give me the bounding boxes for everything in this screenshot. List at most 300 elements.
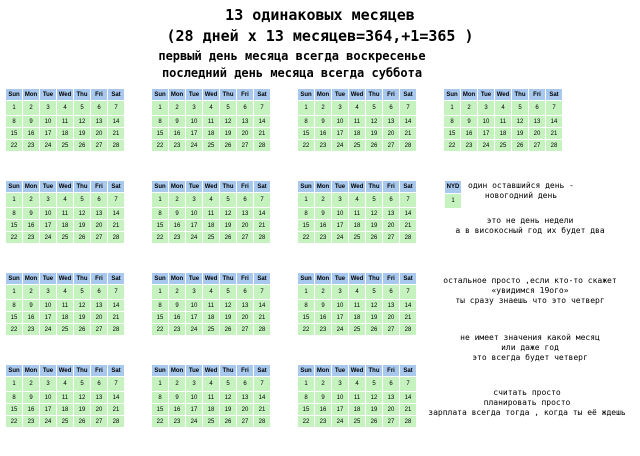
day-cell: 27 bbox=[91, 324, 108, 336]
week-row bbox=[6, 193, 125, 208]
note-line: остальное просто ,если кто-то скажет bbox=[443, 276, 617, 285]
day-cell: 18 bbox=[349, 312, 366, 324]
day-cell: 27 bbox=[237, 140, 254, 152]
month-calendar-6 bbox=[151, 180, 271, 244]
day-cell: 25 bbox=[203, 416, 220, 428]
day-cell: 12 bbox=[220, 392, 237, 404]
day-cell: 7 bbox=[254, 101, 271, 116]
weekday-header: Sat bbox=[108, 181, 125, 193]
month-calendar-13 bbox=[297, 364, 417, 428]
day-cell: 1 bbox=[6, 285, 23, 300]
day-cell: 21 bbox=[254, 220, 271, 232]
day-cell: 2 bbox=[169, 193, 186, 208]
day-cell: 12 bbox=[220, 208, 237, 220]
day-cell: 27 bbox=[383, 324, 400, 336]
day-cell: 14 bbox=[108, 116, 125, 128]
day-cell: 14 bbox=[254, 392, 271, 404]
weekday-header: Tue bbox=[332, 365, 349, 377]
weekday-header: Tue bbox=[186, 89, 203, 101]
day-cell: 11 bbox=[203, 116, 220, 128]
day-cell: 13 bbox=[383, 208, 400, 220]
week-row bbox=[298, 208, 417, 220]
weekday-header: Fri bbox=[237, 273, 254, 285]
day-cell: 13 bbox=[383, 300, 400, 312]
day-cell: 27 bbox=[237, 324, 254, 336]
day-cell: 10 bbox=[186, 208, 203, 220]
day-cell: 12 bbox=[366, 392, 383, 404]
day-cell: 4 bbox=[57, 101, 74, 116]
day-cell: 6 bbox=[91, 193, 108, 208]
day-cell: 27 bbox=[237, 416, 254, 428]
day-cell: 20 bbox=[383, 128, 400, 140]
day-cell: 19 bbox=[366, 128, 383, 140]
day-cell: 10 bbox=[332, 208, 349, 220]
day-cell: 2 bbox=[169, 101, 186, 116]
day-cell: 9 bbox=[315, 208, 332, 220]
day-cell: 16 bbox=[315, 128, 332, 140]
day-cell: 18 bbox=[349, 220, 366, 232]
day-cell: 21 bbox=[400, 220, 417, 232]
note-easy-planning bbox=[422, 388, 632, 418]
day-cell: 13 bbox=[237, 392, 254, 404]
day-cell: 4 bbox=[203, 193, 220, 208]
day-cell: 17 bbox=[332, 312, 349, 324]
day-cell: 19 bbox=[74, 128, 91, 140]
day-cell: 6 bbox=[529, 101, 546, 116]
weekday-header: Tue bbox=[332, 273, 349, 285]
day-cell: 18 bbox=[349, 404, 366, 416]
weekday-header: Sun bbox=[152, 89, 169, 101]
day-cell: 1 bbox=[298, 193, 315, 208]
weekday-header: Sun bbox=[152, 365, 169, 377]
weekday-header: Sat bbox=[108, 365, 125, 377]
weekday-header: Fri bbox=[91, 273, 108, 285]
day-cell: 26 bbox=[74, 232, 91, 244]
day-cell: 28 bbox=[400, 140, 417, 152]
note-line: или даже год bbox=[501, 343, 559, 352]
day-cell: 20 bbox=[91, 128, 108, 140]
week-row bbox=[298, 128, 417, 140]
day-cell: 21 bbox=[108, 312, 125, 324]
day-cell: 26 bbox=[366, 416, 383, 428]
day-cell: 21 bbox=[254, 404, 271, 416]
weekday-header: Thu bbox=[74, 273, 91, 285]
day-cell: 9 bbox=[169, 116, 186, 128]
note-line: ты сразу знаешь что это четверг bbox=[455, 296, 605, 305]
day-cell: 27 bbox=[237, 232, 254, 244]
day-cell: 9 bbox=[169, 208, 186, 220]
day-cell: 7 bbox=[108, 285, 125, 300]
week-row bbox=[444, 101, 563, 116]
day-cell: 26 bbox=[74, 140, 91, 152]
day-cell: 11 bbox=[203, 392, 220, 404]
note-line: считать просто bbox=[493, 388, 561, 397]
day-cell: 19 bbox=[220, 128, 237, 140]
day-cell: 18 bbox=[57, 220, 74, 232]
day-cell: 15 bbox=[298, 312, 315, 324]
day-cell: 7 bbox=[108, 377, 125, 392]
day-cell: 22 bbox=[298, 324, 315, 336]
day-cell: 10 bbox=[332, 392, 349, 404]
week-row bbox=[6, 324, 125, 336]
day-cell: 20 bbox=[237, 128, 254, 140]
weekday-header: Mon bbox=[169, 181, 186, 193]
week-row bbox=[152, 140, 271, 152]
week-row bbox=[298, 300, 417, 312]
day-cell: 26 bbox=[220, 324, 237, 336]
month-calendar-3 bbox=[297, 88, 417, 152]
day-cell: 21 bbox=[400, 312, 417, 324]
weekday-header: Tue bbox=[186, 181, 203, 193]
note-line: «увидимся 19ого» bbox=[491, 286, 569, 295]
week-row bbox=[298, 324, 417, 336]
weekday-header: Wed bbox=[57, 181, 74, 193]
day-cell: 17 bbox=[40, 128, 57, 140]
day-cell: 21 bbox=[108, 220, 125, 232]
day-cell: 20 bbox=[383, 404, 400, 416]
day-cell: 27 bbox=[91, 232, 108, 244]
day-cell: 10 bbox=[332, 116, 349, 128]
weekday-header: Sat bbox=[108, 89, 125, 101]
day-cell: 19 bbox=[74, 404, 91, 416]
day-cell: 18 bbox=[203, 128, 220, 140]
day-cell: 12 bbox=[512, 116, 529, 128]
weekday-header: Wed bbox=[349, 181, 366, 193]
day-cell: 23 bbox=[315, 324, 332, 336]
weekday-header: Sat bbox=[254, 273, 271, 285]
day-cell: 7 bbox=[546, 101, 563, 116]
day-cell: 21 bbox=[400, 404, 417, 416]
day-cell: 24 bbox=[332, 416, 349, 428]
day-cell: 6 bbox=[383, 377, 400, 392]
day-cell: 1 bbox=[298, 377, 315, 392]
weekday-header: Sat bbox=[400, 273, 417, 285]
day-cell: 5 bbox=[74, 285, 91, 300]
weekday-header: Sun bbox=[6, 181, 23, 193]
day-cell: 4 bbox=[203, 377, 220, 392]
day-cell: 24 bbox=[40, 140, 57, 152]
day-cell: 1 bbox=[152, 101, 169, 116]
weekday-header: Thu bbox=[220, 365, 237, 377]
week-row bbox=[152, 116, 271, 128]
day-cell: 4 bbox=[349, 285, 366, 300]
nyd-calendar bbox=[444, 180, 462, 209]
day-cell: 4 bbox=[349, 193, 366, 208]
day-cell: 8 bbox=[152, 300, 169, 312]
week-row bbox=[6, 416, 125, 428]
weekday-header: Thu bbox=[74, 365, 91, 377]
day-cell: 15 bbox=[298, 128, 315, 140]
day-cell: 2 bbox=[315, 101, 332, 116]
weekday-header: Fri bbox=[237, 365, 254, 377]
day-cell: 4 bbox=[495, 101, 512, 116]
weekday-header: Wed bbox=[203, 181, 220, 193]
week-row bbox=[6, 392, 125, 404]
day-cell: 6 bbox=[237, 101, 254, 116]
day-cell: 19 bbox=[512, 128, 529, 140]
day-cell: 20 bbox=[91, 312, 108, 324]
day-cell: 1 bbox=[444, 101, 461, 116]
day-cell: 17 bbox=[332, 220, 349, 232]
weekday-header: Mon bbox=[23, 89, 40, 101]
weekday-header: Fri bbox=[237, 89, 254, 101]
weekday-header: Sat bbox=[254, 89, 271, 101]
day-cell: 10 bbox=[186, 116, 203, 128]
day-cell: 24 bbox=[186, 416, 203, 428]
day-cell: 5 bbox=[220, 101, 237, 116]
weekday-header: Tue bbox=[186, 273, 203, 285]
weekday-header: Mon bbox=[169, 365, 186, 377]
day-cell: 13 bbox=[91, 208, 108, 220]
day-cell: 22 bbox=[152, 232, 169, 244]
day-cell: 10 bbox=[478, 116, 495, 128]
day-cell: 23 bbox=[23, 140, 40, 152]
day-cell: 16 bbox=[315, 312, 332, 324]
day-cell: 24 bbox=[40, 324, 57, 336]
day-cell: 25 bbox=[349, 232, 366, 244]
day-cell: 27 bbox=[383, 416, 400, 428]
day-cell: 17 bbox=[186, 312, 203, 324]
day-cell: 26 bbox=[512, 140, 529, 152]
day-cell: 26 bbox=[220, 232, 237, 244]
weekday-header: Sat bbox=[546, 89, 563, 101]
weekday-header: Tue bbox=[332, 181, 349, 193]
day-cell: 16 bbox=[23, 128, 40, 140]
weekday-header: Sun bbox=[152, 181, 169, 193]
week-row bbox=[6, 300, 125, 312]
day-cell: 7 bbox=[400, 193, 417, 208]
day-cell: 23 bbox=[23, 232, 40, 244]
day-cell: 22 bbox=[444, 140, 461, 152]
day-cell: 25 bbox=[57, 140, 74, 152]
weekday-header: Sun bbox=[6, 89, 23, 101]
week-row bbox=[298, 285, 417, 300]
day-cell: 7 bbox=[254, 193, 271, 208]
day-cell: 25 bbox=[203, 140, 220, 152]
day-cell: 23 bbox=[169, 140, 186, 152]
day-cell: 7 bbox=[108, 101, 125, 116]
note-one-day bbox=[466, 181, 576, 201]
day-cell: 8 bbox=[298, 116, 315, 128]
note-line: а в високосный год их будет два bbox=[455, 226, 605, 235]
day-cell: 1 bbox=[298, 285, 315, 300]
day-cell: 24 bbox=[186, 232, 203, 244]
day-cell: 11 bbox=[495, 116, 512, 128]
week-row bbox=[152, 128, 271, 140]
day-cell: 16 bbox=[169, 404, 186, 416]
weekday-header: Sat bbox=[400, 365, 417, 377]
day-cell: 28 bbox=[108, 416, 125, 428]
day-cell: 11 bbox=[57, 116, 74, 128]
month-calendar-9 bbox=[151, 272, 271, 336]
day-cell: 10 bbox=[332, 300, 349, 312]
day-cell: 22 bbox=[6, 416, 23, 428]
day-cell: 7 bbox=[400, 377, 417, 392]
title-line-1: 13 одинаковых месяцев bbox=[225, 6, 415, 24]
week-row bbox=[298, 193, 417, 208]
day-cell: 20 bbox=[529, 128, 546, 140]
day-cell: 5 bbox=[366, 193, 383, 208]
day-cell: 12 bbox=[74, 208, 91, 220]
day-cell: 11 bbox=[349, 300, 366, 312]
day-cell: 8 bbox=[6, 392, 23, 404]
day-cell: 24 bbox=[332, 232, 349, 244]
day-cell: 4 bbox=[349, 101, 366, 116]
day-cell: 28 bbox=[254, 140, 271, 152]
day-cell: 3 bbox=[478, 101, 495, 116]
day-cell: 15 bbox=[6, 128, 23, 140]
note-line: планировать просто bbox=[483, 398, 571, 407]
day-cell: 11 bbox=[349, 392, 366, 404]
day-cell: 21 bbox=[400, 128, 417, 140]
day-cell: 3 bbox=[40, 377, 57, 392]
weekday-header: Tue bbox=[40, 365, 57, 377]
weekday-header: Wed bbox=[495, 89, 512, 101]
day-cell: 20 bbox=[237, 312, 254, 324]
day-cell: 17 bbox=[40, 220, 57, 232]
day-cell: 20 bbox=[383, 220, 400, 232]
day-cell: 15 bbox=[152, 220, 169, 232]
day-cell: 24 bbox=[478, 140, 495, 152]
day-cell: 12 bbox=[220, 300, 237, 312]
weekday-header: Thu bbox=[74, 181, 91, 193]
day-cell: 25 bbox=[57, 232, 74, 244]
weekday-header: Sat bbox=[254, 181, 271, 193]
day-cell: 15 bbox=[298, 404, 315, 416]
weekday-header: Sun bbox=[6, 273, 23, 285]
day-cell: 1 bbox=[6, 193, 23, 208]
day-cell: 25 bbox=[349, 324, 366, 336]
day-cell: 24 bbox=[332, 324, 349, 336]
day-cell: 9 bbox=[23, 116, 40, 128]
weekday-header: Mon bbox=[315, 365, 332, 377]
weekday-header: Fri bbox=[383, 89, 400, 101]
weekday-header: Mon bbox=[23, 365, 40, 377]
day-cell: 13 bbox=[91, 392, 108, 404]
day-cell: 9 bbox=[169, 300, 186, 312]
note-line: зарплата всегда тогда , когда ты её ждешь bbox=[428, 408, 626, 417]
day-cell: 5 bbox=[220, 377, 237, 392]
day-cell: 27 bbox=[383, 140, 400, 152]
day-cell: 19 bbox=[74, 312, 91, 324]
day-cell: 7 bbox=[108, 193, 125, 208]
month-calendar-4 bbox=[443, 88, 563, 152]
week-row bbox=[444, 116, 563, 128]
day-cell: 13 bbox=[237, 208, 254, 220]
weekday-header: Thu bbox=[220, 181, 237, 193]
day-cell: 22 bbox=[152, 324, 169, 336]
day-cell: 6 bbox=[237, 285, 254, 300]
week-row bbox=[6, 140, 125, 152]
week-row bbox=[298, 140, 417, 152]
weekday-header: Wed bbox=[57, 89, 74, 101]
day-cell: 26 bbox=[220, 416, 237, 428]
week-row bbox=[152, 232, 271, 244]
weekday-header: Thu bbox=[74, 89, 91, 101]
day-cell: 14 bbox=[108, 392, 125, 404]
day-cell: 20 bbox=[91, 404, 108, 416]
week-row bbox=[6, 208, 125, 220]
day-cell: 5 bbox=[74, 101, 91, 116]
note-line: не имеет значения какой месяц bbox=[460, 333, 600, 342]
day-cell: 26 bbox=[74, 324, 91, 336]
weekday-header: Fri bbox=[529, 89, 546, 101]
day-cell: 11 bbox=[57, 392, 74, 404]
month-calendar-7 bbox=[297, 180, 417, 244]
weekday-header: Thu bbox=[366, 273, 383, 285]
month-calendar-11 bbox=[5, 364, 125, 428]
weekday-header: Fri bbox=[91, 365, 108, 377]
day-cell: 23 bbox=[169, 324, 186, 336]
day-cell: 19 bbox=[366, 312, 383, 324]
day-cell: 22 bbox=[298, 232, 315, 244]
day-cell: 21 bbox=[254, 128, 271, 140]
day-cell: 12 bbox=[366, 208, 383, 220]
day-cell: 19 bbox=[74, 220, 91, 232]
day-cell: 27 bbox=[91, 416, 108, 428]
day-cell: 28 bbox=[254, 416, 271, 428]
day-cell: 16 bbox=[23, 220, 40, 232]
title-line-3: первый день месяца всегда воскресенье bbox=[158, 49, 426, 63]
week-row bbox=[152, 392, 271, 404]
day-cell: 13 bbox=[91, 116, 108, 128]
day-cell: 12 bbox=[74, 116, 91, 128]
day-cell: 9 bbox=[315, 392, 332, 404]
day-cell: 26 bbox=[220, 140, 237, 152]
day-cell: 25 bbox=[349, 416, 366, 428]
day-cell: 1 bbox=[152, 285, 169, 300]
weekday-header: Sun bbox=[6, 365, 23, 377]
day-cell: 5 bbox=[366, 285, 383, 300]
day-cell: 23 bbox=[315, 232, 332, 244]
day-cell: 5 bbox=[366, 101, 383, 116]
day-cell: 8 bbox=[298, 208, 315, 220]
day-cell: 28 bbox=[400, 232, 417, 244]
weekday-header: Sat bbox=[400, 181, 417, 193]
week-row bbox=[298, 377, 417, 392]
day-cell: 12 bbox=[74, 392, 91, 404]
day-cell: 22 bbox=[298, 140, 315, 152]
note-any-month bbox=[430, 333, 630, 363]
day-cell: 5 bbox=[74, 377, 91, 392]
weekday-header: Sat bbox=[400, 89, 417, 101]
nyd-day: 1 bbox=[445, 194, 462, 209]
weekday-header: Thu bbox=[512, 89, 529, 101]
note-line: это всегда будет четверг bbox=[472, 353, 588, 362]
day-cell: 9 bbox=[23, 392, 40, 404]
day-cell: 8 bbox=[152, 116, 169, 128]
weekday-header: Mon bbox=[315, 89, 332, 101]
weekday-header: Wed bbox=[349, 365, 366, 377]
nyd-header: NYD bbox=[445, 181, 462, 194]
day-cell: 11 bbox=[349, 116, 366, 128]
weekday-header: Thu bbox=[366, 181, 383, 193]
day-cell: 8 bbox=[444, 116, 461, 128]
day-cell: 1 bbox=[298, 101, 315, 116]
day-cell: 28 bbox=[254, 232, 271, 244]
day-cell: 14 bbox=[254, 208, 271, 220]
weekday-header: Fri bbox=[91, 89, 108, 101]
day-cell: 23 bbox=[315, 140, 332, 152]
day-cell: 27 bbox=[383, 232, 400, 244]
weekday-header: Sat bbox=[108, 273, 125, 285]
day-cell: 22 bbox=[152, 140, 169, 152]
day-cell: 23 bbox=[23, 416, 40, 428]
day-cell: 7 bbox=[254, 285, 271, 300]
day-cell: 2 bbox=[315, 193, 332, 208]
week-row bbox=[152, 208, 271, 220]
day-cell: 27 bbox=[529, 140, 546, 152]
